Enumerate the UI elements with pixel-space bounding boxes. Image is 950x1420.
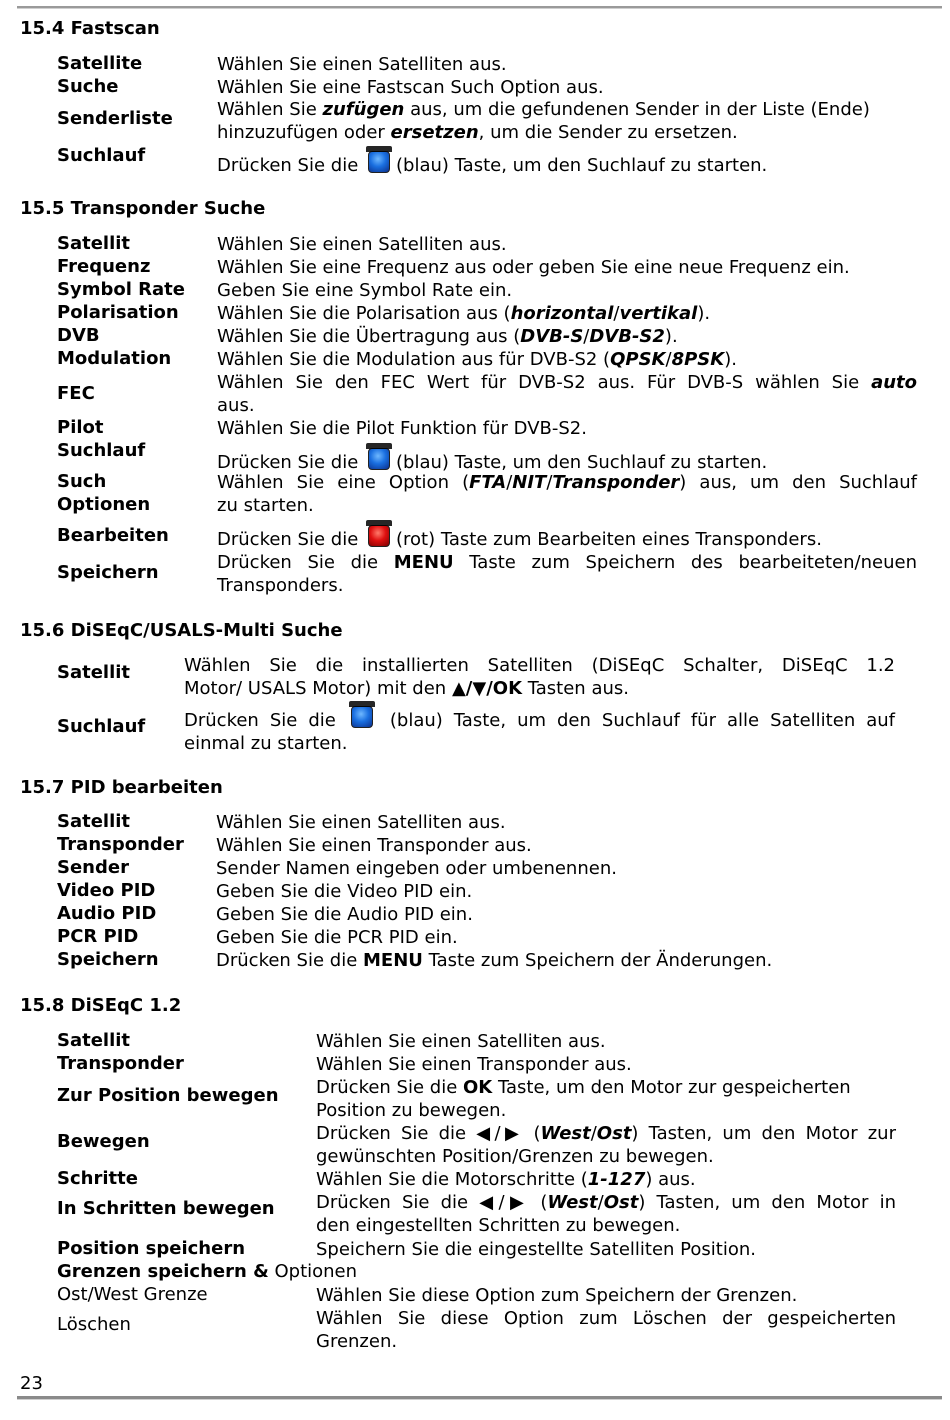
red-button-icon	[368, 525, 390, 547]
term-label: Suchlauf	[57, 716, 146, 737]
term-label: Symbol Rate	[57, 279, 185, 300]
term-description: Wählen Sie zufügen aus, um die gefundenen Sender in der Liste (Ende) hinzuzufügen oder ersetzen, um die Sender zu ersetzen.	[217, 99, 870, 143]
term-description: Wählen Sie die installierten Satelliten (DiSEqC Schalter, DiSEqC 1.2 Motor/ USALS Motor) mit den ▲/▼/OK Tasten aus.	[184, 655, 895, 699]
term-label: Sender	[57, 857, 129, 878]
term-description: Drücken Sie die (blau) Taste, um den Suchlauf zu starten.	[217, 448, 767, 474]
term-label: Frequenz	[57, 256, 151, 277]
blue-button-icon	[351, 706, 373, 728]
term-label: Schritte	[57, 1168, 138, 1189]
term-label: Satellit	[57, 233, 131, 254]
term-label: FEC	[57, 383, 95, 404]
term-label: Such	[57, 471, 107, 492]
term-description: Drücken Sie die OK Taste, um den Motor zur gespeicherten Position zu bewegen.	[316, 1077, 851, 1121]
term-description: Wählen Sie einen Satelliten aus.	[217, 234, 507, 255]
term-label: Audio PID	[57, 903, 157, 924]
term-label: Löschen	[57, 1314, 131, 1335]
term-label: Position speichern	[57, 1238, 246, 1259]
term-label: Grenzen speichern & Optionen	[57, 1261, 358, 1282]
term-label: Polarisation	[57, 302, 179, 323]
term-description: Wählen Sie diese Option zum Speichern der Grenzen.	[316, 1285, 798, 1306]
term-description: Wählen Sie einen Transponder aus.	[216, 835, 532, 856]
section-heading: 15.7 PID bearbeiten	[20, 777, 223, 798]
term-label: Satellite	[57, 53, 143, 74]
term-description: Wählen Sie die Polarisation aus (horizontal/vertikal).	[217, 303, 711, 324]
term-label: Ost/West Grenze	[57, 1284, 208, 1305]
term-label: Speichern	[57, 949, 159, 970]
term-description: Drücken Sie die ◀/▶ (West/Ost) Tasten, um den Motor zur gewünschten Position/Grenzen zu bewegen.	[316, 1123, 896, 1167]
page-number: 23	[20, 1373, 43, 1394]
term-description: Wählen Sie einen Satelliten aus.	[217, 54, 507, 75]
term-description: Drücken Sie die (rot) Taste zum Bearbeiten eines Transponders.	[217, 525, 822, 551]
term-label: Modulation	[57, 348, 172, 369]
bottom-rule	[17, 1396, 942, 1400]
term-label: PCR PID	[57, 926, 139, 947]
top-rule	[17, 6, 942, 9]
section-heading: 15.4 Fastscan	[20, 18, 160, 39]
term-label: Suchlauf	[57, 440, 146, 461]
section-heading: 15.5 Transponder Suche	[20, 198, 266, 219]
term-description: Wählen Sie die Motorschritte (1-127) aus.	[316, 1169, 696, 1190]
term-label: Optionen	[57, 494, 151, 515]
term-label: Satellit	[57, 1030, 131, 1051]
term-label: Zur Position bewegen	[57, 1085, 279, 1106]
blue-button-icon	[368, 448, 390, 470]
term-label: Suche	[57, 76, 119, 97]
term-description: Wählen Sie die Pilot Funktion für DVB-S2.	[217, 418, 587, 439]
term-label: Suchlauf	[57, 145, 146, 166]
term-description: Wählen Sie einen Transponder aus.	[316, 1054, 632, 1075]
term-description: Geben Sie die PCR PID ein.	[216, 927, 458, 948]
term-description: Sender Namen eingeben oder umbenennen.	[216, 858, 617, 879]
term-label: Pilot	[57, 417, 104, 438]
term-description: Drücken Sie die (blau) Taste, um den Suchlauf für alle Satelliten auf einmal zu starten.	[184, 706, 895, 755]
term-description: Drücken Sie die MENU Taste zum Speichern der Änderungen.	[216, 950, 773, 971]
term-description: Drücken Sie die ◀/▶ (West/Ost) Tasten, um den Motor in den eingestellten Schritten zu bewegen.	[316, 1192, 896, 1236]
term-description: Wählen Sie einen Satelliten aus.	[316, 1031, 606, 1052]
term-description: Wählen Sie eine Frequenz aus oder geben Sie eine neue Frequenz ein.	[217, 257, 850, 278]
blue-button-icon	[368, 151, 390, 173]
term-description: Geben Sie die Audio PID ein.	[216, 904, 473, 925]
term-label: Video PID	[57, 880, 156, 901]
term-label: DVB	[57, 325, 100, 346]
term-description: Wählen Sie eine Fastscan Such Option aus.	[217, 77, 604, 98]
term-description: Wählen Sie die Übertragung aus (DVB-S/DVB-S2).	[217, 326, 678, 347]
term-label: Transponder	[57, 834, 184, 855]
term-label: Senderliste	[57, 108, 173, 129]
term-description: Wählen Sie den FEC Wert für DVB-S2 aus. Für DVB-S wählen Sie auto aus.	[217, 372, 917, 416]
term-label: Bearbeiten	[57, 525, 169, 546]
term-label: Satellit	[57, 811, 131, 832]
term-description: Wählen Sie diese Option zum Löschen der gespeicherten Grenzen.	[316, 1308, 896, 1352]
term-label: Transponder	[57, 1053, 184, 1074]
section-heading: 15.6 DiSEqC/USALS-Multi Suche	[20, 620, 343, 641]
term-label: Speichern	[57, 562, 159, 583]
term-label: Bewegen	[57, 1131, 150, 1152]
term-description: Geben Sie die Video PID ein.	[216, 881, 473, 902]
term-description: Drücken Sie die (blau) Taste, um den Suchlauf zu starten.	[217, 151, 767, 177]
term-label: In Schritten bewegen	[57, 1198, 275, 1219]
term-label: Satellit	[57, 662, 131, 683]
term-description: Geben Sie eine Symbol Rate ein.	[217, 280, 513, 301]
term-description: Drücken Sie die MENU Taste zum Speichern des bearbeiteten/neuen Transponders.	[217, 552, 917, 596]
section-heading: 15.8 DiSEqC 1.2	[20, 995, 182, 1016]
term-description: Wählen Sie eine Option (FTA/NIT/Transponder) aus, um den Suchlauf zu starten.	[217, 472, 917, 516]
term-description: Wählen Sie die Modulation aus für DVB-S2 (QPSK/8PSK).	[217, 349, 737, 370]
term-description: Wählen Sie einen Satelliten aus.	[216, 812, 506, 833]
term-description: Speichern Sie die eingestellte Satelliten Position.	[316, 1239, 756, 1260]
